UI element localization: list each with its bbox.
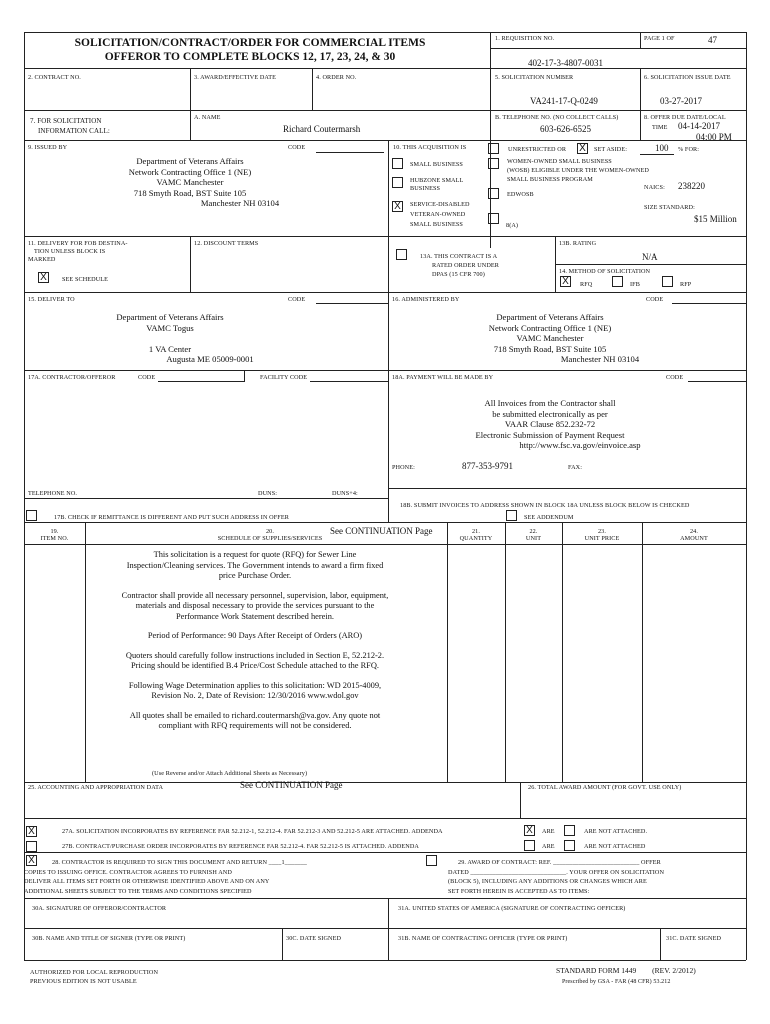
schedule-paragraph: Quoters should carefully follow instructions included in Section E, 52.212-2. Pricing should be identified B.4 Price/Cost Schedule attached to the RFQ. [125,650,385,670]
payment-phone: 877-353-9791 [462,461,513,471]
ifb-label: IFB [630,281,640,288]
col-quantity: 21. QUANTITY [459,528,493,542]
payment-code-label: CODE [666,374,684,381]
col-item-no: 19. ITEM NO. [40,528,69,542]
contractor-code-label: CODE [138,374,156,381]
rating-value: N/A [642,252,658,262]
award-date-label: 3. AWARD/EFFECTIVE DATE [194,74,277,81]
phone-label: B. TELEPHONE NO. (NO COLLECT CALLS) [495,114,619,121]
solicitation-number-label: 5. SOLICITATION NUMBER [495,74,574,81]
see-schedule-label: SEE SCHEDULE [62,276,109,283]
contract-no-label: 2. CONTRACT NO. [28,74,81,81]
signer-name-label: 30B. NAME AND TITLE OF SIGNER (TYPE OR PRINT) [32,935,186,942]
see-addendum-checkbox[interactable] [506,510,517,521]
page-total: 47 [708,35,717,45]
rated-order-checkbox[interactable] [396,249,407,260]
footer-authorized: AUTHORIZED FOR LOCAL REPRODUCTION PREVIOUS EDITION IS NOT USABLE [30,969,159,985]
administered-by-label: 16. ADMINISTERED BY [392,296,460,303]
payment-fax-label: FAX: [568,464,583,471]
29-text: 29. AWARD OF CONTRACT: REF. ___________________________ OFFER DATED ______________________________. YOUR OFFER ON SOLICITATION (BLOCK 5), INCLUDING ANY ADDITIONS OR CHANGES WHICH ARE SET FORTH HEREIN IS ACCEPTED AS TO ITEMS: [448,859,665,895]
name-label: A. NAME [194,114,221,121]
27b-are-label: ARE [542,843,555,850]
schedule-footnote: (Use Reverse and/or Attach Additional Sheets as Necessary) [152,770,308,777]
order-no-label: 4. ORDER NO. [316,74,357,81]
administered-by-code-label: CODE [646,296,664,303]
rfq-label: RFQ [580,281,593,288]
accounting-label: 25. ACCOUNTING AND APPROPRIATION DATA [28,784,164,791]
accounting-value: See CONTINUATION Page [240,780,343,790]
size-standard: $15 Million [694,214,737,224]
info-call-label: 7. FOR SOLICITATION INFORMATION CALL: [30,117,110,135]
wosb-label: WOMEN-OWNED SMALL BUSINESS (WOSB) ELIGIBLE UNDER THE WOMEN-OWNED SMALL BUSINESS PROGRAM [507,158,649,183]
sdvosb-label: SERVICE-DISABLED VETERAN-OWNED SMALL BUSINESS [410,201,470,228]
issue-date: 03-27-2017 [660,96,702,106]
rated-order-label: 13A. THIS CONTRACT IS A RATED ORDER UNDER DPAS (15 CFR 700) [420,253,500,278]
27b-label: 27B. CONTRACT/PURCHASE ORDER INCORPORATES BY REFERENCE FAR 52.212-4. FAR 52.212-5 IS ATTACHED. ADDENDA [62,843,419,850]
set-aside-percent: 100 [655,143,669,153]
facility-code-label: FACILITY CODE [260,374,308,381]
col-unit-price: 23. UNIT PRICE [584,528,620,542]
wosb-checkbox[interactable] [488,158,499,169]
28-text: 28. CONTRACTOR IS REQUIRED TO SIGN THIS DOCUMENT AND RETURN ____1_______ COPIES TO ISSUING OFFICE. CONTRACTOR AGREES TO FURNISH AND DELIVER ALL ITEMS SET FORTH OR OTHERWISE IDENTIFIED ABOVE AND ON ANY ADDITIONAL SHEETS SUBJECT TO THE TERMS AND CONDITIONS SPECIFIED [24,859,307,895]
acquisition-label: 10. THIS ACQUISITION IS [393,144,467,151]
co-name-label: 31B. NAME OF CONTRACTING OFFICER (TYPE OR PRINT) [398,935,568,942]
prescribed-by: Prescribed by GSA - FAR (48 CFR) 53.212 [562,979,671,985]
offer-due-label: 8. OFFER DUE DATE/LOCAL [644,114,726,121]
duns-label: DUNS: [258,490,278,497]
contact-name: Richard Coutermarsh [283,124,361,134]
27b-are-checkbox[interactable] [524,840,535,851]
form-number: STANDARD FORM 1449 (REV. 2/2012) [556,966,696,975]
edwosb-checkbox[interactable] [488,188,499,199]
contact-phone: 603-626-6525 [540,124,591,134]
form-title: SOLICITATION/CONTRACT/ORDER FOR COMMERCIAL ITEMS OFFEROR TO COMPLETE BLOCKS 12, 17, 23, 24, & 30 [74,37,426,63]
hubzone-checkbox[interactable] [392,177,403,188]
time-label: TIME [652,124,668,131]
small-business-label: SMALL BUSINESS [410,161,463,168]
27b-checkbox[interactable] [26,841,37,852]
rfp-checkbox[interactable] [662,276,673,287]
requisition-label: 1. REQUISITION NO. [495,35,555,42]
schedule-paragraph: Period of Performance: 90 Days After Receipt of Orders (ARO) [147,631,363,640]
schedule-continuation: See CONTINUATION Page [330,526,433,536]
offeror-date-label: 30C. DATE SIGNED [286,935,342,942]
offer-due-date: 04-14-2017 [678,121,720,131]
fob-label: 11. DELIVERY FOR FOB DESTINA- TION UNLESS BLOCK IS MARKED [28,240,128,263]
deliver-to-code-label: CODE [288,296,306,303]
remittance-checkbox[interactable] [26,510,37,521]
schedule-paragraph: Contractor shall provide all necessary personnel, supervision, labor, equipment, materials and disposal necessary to provide the services pursuant to the Performance Work Statement described herein. [121,590,389,621]
27a-checkbox[interactable]: X [26,826,37,837]
ifb-checkbox[interactable] [612,276,623,287]
27a-are-not-label: ARE NOT ATTACHED. [584,828,648,835]
unrestricted-label: UNRESTRICTED OR [508,146,567,153]
requisition-number: 402-17-3-4807-0031 [528,58,603,68]
hubzone-label: HUBZONE SMALL BUSINESS [410,177,464,192]
schedule-paragraph: Following Wage Determination applies to this solicitation: WD 2015-4009, Revision No. 2, Date of Revision: 12/30/2016 www.wdol.gov [128,680,382,700]
8a-label: 8(A) [506,222,519,229]
col-amount: 24. AMOUNT [680,528,708,542]
deliver-to-label: 15. DELIVER TO [28,296,75,303]
co-signature-label: 31A. UNITED STATES OF AMERICA (SIGNATURE OF CONTRACTING OFFICER) [398,905,626,912]
27b-are-not-checkbox[interactable] [564,840,575,851]
rfp-label: RFP [680,281,692,288]
total-award-label: 26. TOTAL AWARD AMOUNT (FOR GOVT. USE ONLY) [528,784,682,791]
27b-are-not-label: ARE NOT ATTACHED [584,843,646,850]
issued-by-code-label: CODE [288,144,306,151]
discount-terms-label: 12. DISCOUNT TERMS [194,240,259,247]
set-aside-checkbox[interactable]: X [577,143,588,154]
method-label: 14. METHOD OF SOLICITATION [559,268,651,275]
contractor-label: 17A. CONTRACTOR/OFFEROR [28,374,116,381]
27a-label: 27A. SOLICITATION INCORPORATES BY REFERENCE FAR 52.212-1, 52.212-4. FAR 52.212-3 AND 52.212-5 ARE ATTACHED. ADDENDA [62,828,443,835]
payment-by-label: 18A. PAYMENT WILL BE MADE BY [392,374,494,381]
8a-checkbox[interactable] [488,213,499,224]
schedule-paragraph: This solicitation is a request for quote (RFQ) for Sewer Line Inspection/Cleaning services. The Government intends to award a firm fixed price Purchase Order. [126,550,384,580]
size-standard-label: SIZE STANDARD: [644,204,695,211]
percent-for-label: % FOR: [678,146,700,153]
deliver-to-address: Department of Veterans Affairs VAMC Togus 1 VA Center Augusta ME 05009-0001 [116,312,254,365]
duns4-label: DUNS+4: [332,490,358,497]
27a-are-label: ARE [542,828,555,835]
see-schedule-checkbox[interactable]: X [38,272,49,283]
see-addendum-label: SEE ADDENDUM [524,514,574,521]
page-label: PAGE 1 OF [644,35,675,42]
offeror-signature-label: 30A. SIGNATURE OF OFFEROR/CONTRACTOR [32,905,167,912]
remittance-label: 17B. CHECK IF REMITTANCE IS DIFFERENT AND PUT SUCH ADDRESS IN OFFER [54,514,289,521]
naics-label: NAICS: [644,184,665,191]
offer-due-time: 04:00 PM [696,132,732,142]
solicitation-number: VA241-17-Q-0249 [530,96,598,106]
col-schedule: 20. SCHEDULE OF SUPPLIES/SERVICES [217,528,323,542]
schedule-description [120,550,390,732]
issued-by-label: 9. ISSUED BY [28,144,68,151]
naics-code: 238220 [678,181,705,191]
rfq-checkbox[interactable]: X [560,276,571,287]
set-aside-label: SET ASIDE: [594,146,628,153]
administered-by-address: Department of Veterans Affairs Network Contracting Office 1 (NE) VAMC Manchester 718 Smyth Road, BST Suite 105 Manchester NH 03104 [488,312,640,365]
telephone-label: TELEPHONE NO. [28,490,78,497]
small-business-checkbox[interactable] [392,158,403,169]
payment-address: All Invoices from the Contractor shall be submitted electronically as per VAAR Clause 852.232-72 Electronic Submission of Payment Request http://www.fsc.va.gov/einvoice.asp [475,398,641,451]
payment-phone-label: PHONE: [392,464,415,471]
schedule-paragraph: All quotes shall be emailed to richard.coutermarsh@va.gov. Any quote not compliant with RFQ requirements will not be considered. [129,710,381,730]
edwosb-label: EDWOSB [507,191,534,198]
unrestricted-checkbox[interactable] [488,143,499,154]
28-checkbox[interactable]: X [26,855,37,866]
col-unit: 22. UNIT [525,528,542,542]
co-date-label: 31C. DATE SIGNED [666,935,722,942]
submit-invoices-label: 18B. SUBMIT INVOICES TO ADDRESS SHOWN IN BLOCK 18A UNLESS BLOCK BELOW IS CHECKED [400,502,690,509]
rating-label: 13B. RATING [559,240,597,247]
29-checkbox[interactable] [426,855,437,866]
issue-date-label: 6. SOLICITATION ISSUE DATE [644,74,731,81]
27a-are-not-checkbox[interactable] [564,825,575,836]
issued-by-address: Department of Veterans Affairs Network Contracting Office 1 (NE) VAMC Manchester 718 Smyth Road, BST Suite 105 Manchester NH 03104 [128,156,280,209]
sdvosb-checkbox[interactable]: X [392,201,403,212]
27a-are-checkbox[interactable]: X [524,825,535,836]
